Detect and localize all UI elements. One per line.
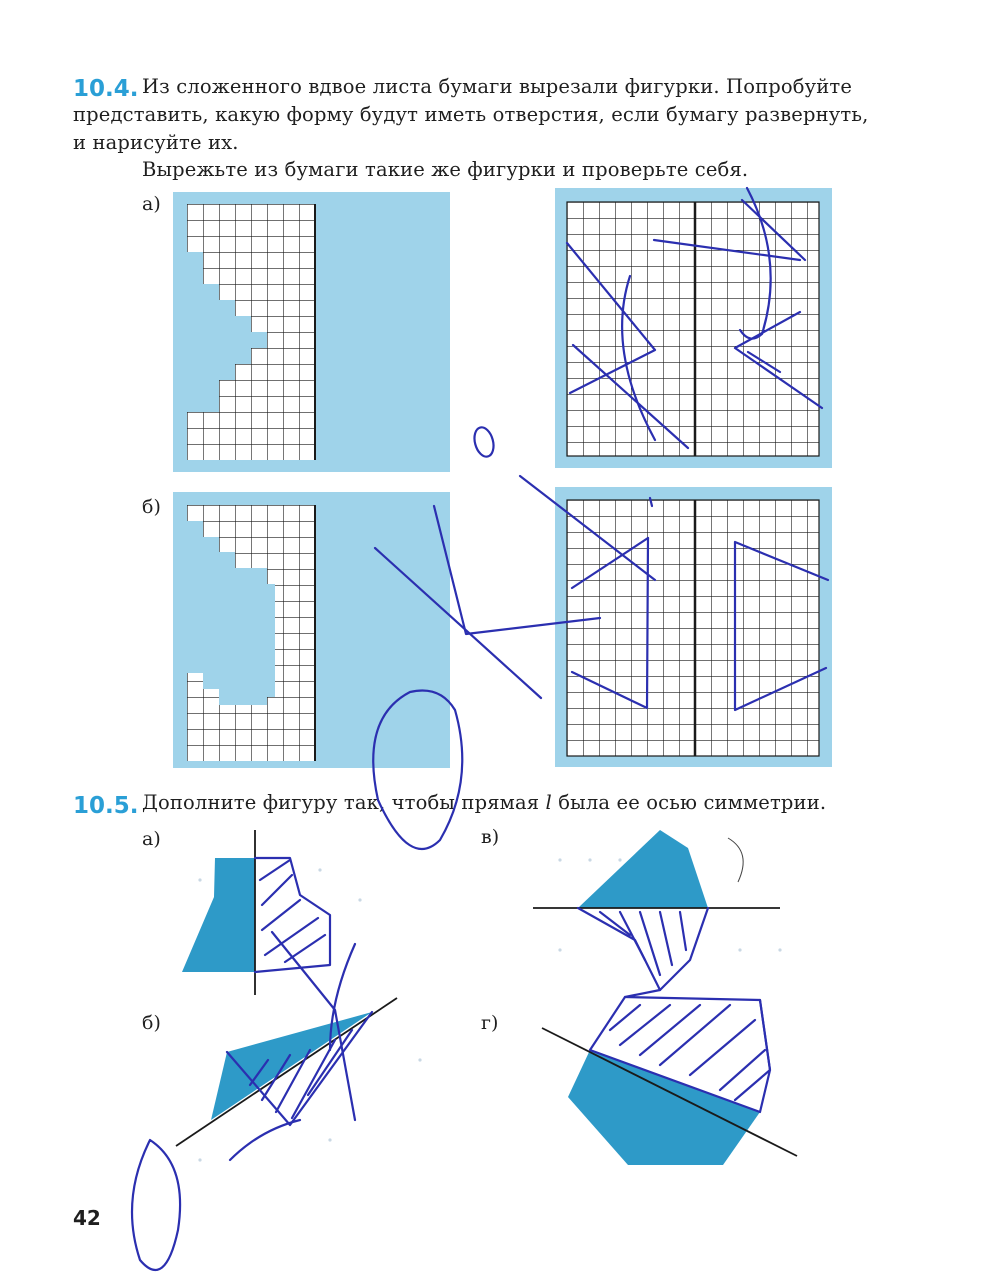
panel-10-4-b-right [555,487,832,767]
given-shape [211,1012,372,1120]
task-10-4-line-4: Вырежьте из бумаги такие же фигурки и проверьте себя. [142,158,749,181]
ink-hatching [260,860,325,962]
label-10-4-b: б) [142,496,161,518]
figure-10-5-a [182,830,255,995]
grid-lines [567,202,819,456]
task-number-10-5: 10.5. [73,793,139,819]
figure-10-5-v [533,830,780,908]
panel-10-4-a-right [555,188,832,468]
ink-loop [132,1140,180,1270]
label-10-5-a: а) [142,828,161,850]
given-shape [578,830,708,908]
pencil-mark [728,838,743,882]
task-number-10-4: 10.4. [73,76,139,102]
task-10-5-text-before: Дополните фигуру так, чтобы прямая [142,791,546,814]
panel-10-4-b-left [173,492,450,768]
line-l-symbol: l [545,791,552,814]
ink-hatching [600,912,686,975]
task-10-5-text-after: была ее осью симметрии. [551,791,827,814]
label-10-4-a: а) [142,193,161,215]
ink-circle [471,425,496,459]
panel-10-4-a-left [173,192,450,472]
figure-10-5-g [542,1028,797,1165]
task-10-4-line-3: и нарисуйте их. [73,131,239,154]
task-10-4-line-1: Из сложенного вдвое листа бумаги вырезали фигурки. Попробуйте [142,75,853,98]
label-10-5-b: б) [142,1012,161,1034]
task-10-4-line-2: представить, какую форму будут иметь отверстия, если бумагу развернуть, [73,103,869,126]
given-shape [182,858,255,972]
grid-lines [567,500,819,756]
ink-stroke [230,1120,300,1160]
label-10-5-g: г) [481,1012,499,1034]
given-shape [568,1050,760,1165]
label-10-5-v: в) [481,826,500,848]
page-number: 42 [73,1206,101,1230]
